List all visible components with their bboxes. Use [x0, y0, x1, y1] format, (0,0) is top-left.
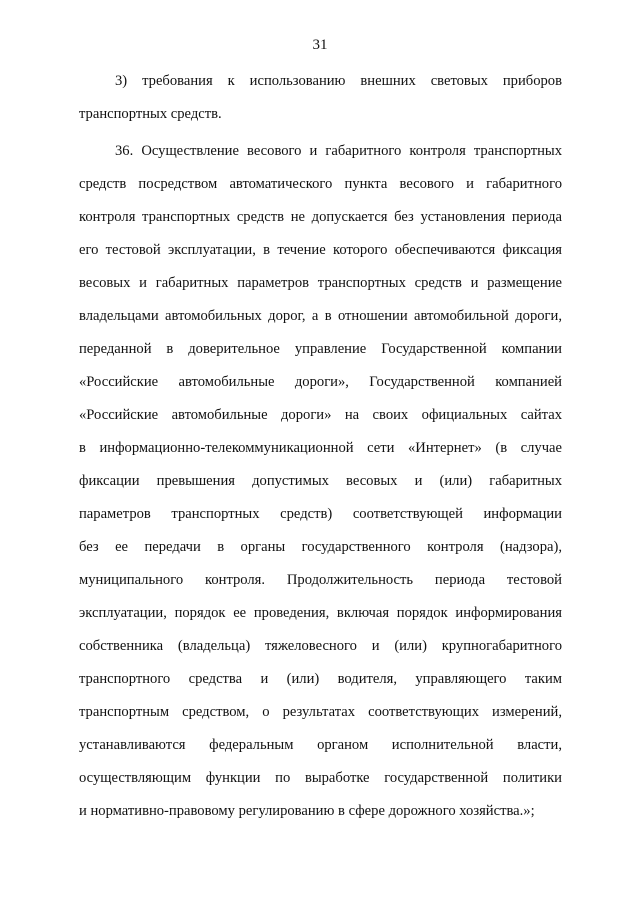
text-line: контроля транспортных средств не допускается без установления периода [79, 209, 562, 225]
text-line: собственника (владельца) тяжеловесного и (или) крупногабаритного [79, 638, 562, 654]
text-line: транспортного средства и (или) водителя, управляющего таким [79, 671, 562, 687]
page-number: 31 [312, 37, 328, 53]
text-line: переданной в доверительное управление Государственной компании [79, 341, 562, 357]
text-line: устанавливаются федеральным органом исполнительной власти, [79, 737, 562, 753]
paragraph-item-36 [79, 135, 562, 828]
text-line: весовых и габаритных параметров транспортных средств и размещение [79, 275, 562, 291]
text-line: «Российские автомобильные дороги», Государственной компанией [79, 374, 562, 390]
paragraph-item-3 [79, 65, 562, 131]
text-line: эксплуатации, порядок ее проведения, включая порядок информирования [79, 605, 562, 621]
text-line: средств посредством автоматического пункта весового и габаритного [79, 176, 562, 192]
text-line: 3) требования к использованию внешних световых приборов [115, 73, 562, 89]
text-line: без ее передачи в органы государственного контроля (надзора), [79, 539, 562, 555]
text-line: 36. Осуществление весового и габаритного контроля транспортных [115, 143, 562, 159]
text-line: владельцами автомобильных дорог, а в отношении автомобильной дороги, [79, 308, 562, 324]
text-line: параметров транспортных средств) соответствующей информации [79, 506, 562, 522]
text-line: «Российские автомобильные дороги» на своих официальных сайтах [79, 407, 562, 423]
document-body [79, 65, 562, 828]
text-line: его тестовой эксплуатации, в течение которого обеспечиваются фиксация [79, 242, 562, 258]
text-line: транспортным средством, о результатах соответствующих измерений, [79, 704, 562, 720]
text-line: транспортных средств. [79, 106, 222, 122]
text-line: в информационно-телекоммуникационной сети «Интернет» (в случае [79, 440, 562, 456]
text-line: фиксации превышения допустимых весовых и (или) габаритных [79, 473, 562, 489]
text-line: и нормативно-правовому регулированию в сфере дорожного хозяйства.»; [79, 803, 535, 819]
text-line: муниципального контроля. Продолжительность периода тестовой [79, 572, 562, 588]
text-line: осуществляющим функции по выработке государственной политики [79, 770, 562, 786]
